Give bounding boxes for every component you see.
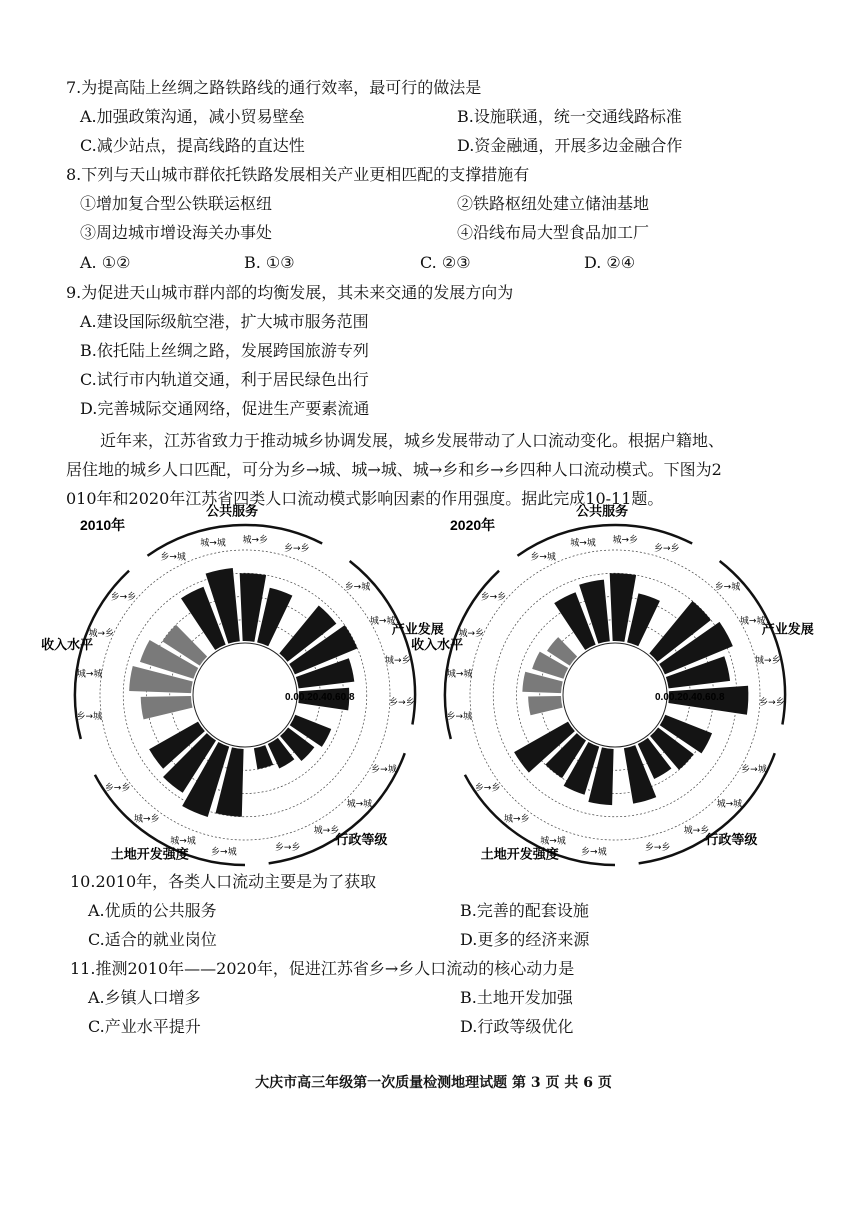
q8-item-2: ②铁路枢纽处建立储油基地 <box>457 194 650 213</box>
factor-label: 产业发展 <box>391 622 444 638</box>
q8-item-1: ①增加复合型公铁联运枢纽 <box>80 194 273 213</box>
q10-option-a: A.优质的公共服务 <box>88 901 217 920</box>
q8-item-4: ④沿线布局大型食品加工厂 <box>457 223 650 242</box>
inner-circle <box>563 643 667 747</box>
q8-option-b: B. ①③ <box>244 253 295 272</box>
q10-stem: 10.2010年，各类人口流动主要是为了获取 <box>70 872 377 891</box>
flow-label: 城→乡 <box>503 814 530 825</box>
flow-label: 城→城 <box>369 616 396 627</box>
flow-label: 乡→城 <box>160 552 186 563</box>
flow-label: 乡→乡 <box>389 698 415 709</box>
radial-chart-2010 <box>41 504 444 870</box>
flow-label: 城→乡 <box>755 656 781 667</box>
factor-label: 行政等级 <box>335 832 388 848</box>
flow-label: 乡→城 <box>741 765 767 776</box>
flow-label: 乡→城 <box>371 765 397 776</box>
flow-label: 乡→乡 <box>653 543 680 554</box>
q11-stem: 11.推测2010年——2020年，促进江苏省乡→乡人口流动的核心动力是 <box>70 959 575 978</box>
factor-label: 土地开发强度 <box>110 847 189 863</box>
flow-label: 城→城 <box>200 538 226 549</box>
q7-option-d: D.资金融通，开展多边金融合作 <box>457 136 683 155</box>
flow-label: 乡→乡 <box>274 843 301 854</box>
flow-label: 乡→城 <box>581 847 607 858</box>
flow-label: 乡→城 <box>714 582 741 593</box>
factor-label: 行政等级 <box>705 832 758 848</box>
q7-option-b: B.设施联通，统一交通线路标准 <box>457 107 682 126</box>
chart-year-label: 2010年 <box>80 517 126 533</box>
intro-line-1: 近年来，江苏省致力于推动城乡协调发展，城乡发展带动了人口流动变化。根据户籍地、 <box>100 431 725 450</box>
flow-label: 城→城 <box>346 799 373 810</box>
factor-label: 土地开发强度 <box>480 847 559 863</box>
chart-bar <box>257 588 292 647</box>
q8-option-a: A. ①② <box>80 253 131 272</box>
flow-label: 城→乡 <box>683 826 710 837</box>
flow-label: 城→城 <box>76 669 103 680</box>
flow-label: 乡→城 <box>530 552 556 563</box>
flow-label: 乡→乡 <box>474 783 501 794</box>
flow-label: 城→乡 <box>385 656 411 667</box>
q7-option-a: A.加强政策沟通，减小贸易壁垒 <box>80 107 305 126</box>
chart-bar <box>627 593 660 646</box>
q10-option-d: D.更多的经济来源 <box>460 930 590 949</box>
q7-option-c: C.减少站点，提高线路的直达性 <box>80 136 305 155</box>
q9-option-d: D.完善城际交通网络，促进生产要素流通 <box>80 399 370 418</box>
chart-bar <box>141 696 193 719</box>
flow-label: 乡→乡 <box>110 592 137 603</box>
flow-label: 城→乡 <box>242 535 269 546</box>
flow-label: 城→乡 <box>612 535 639 546</box>
factor-label: 公共服务 <box>206 504 259 520</box>
flow-label: 城→城 <box>170 836 196 847</box>
factor-label: 收入水平 <box>411 638 464 654</box>
flow-label: 乡→城 <box>76 711 103 722</box>
flow-label: 乡→乡 <box>104 783 131 794</box>
flow-label: 乡→乡 <box>759 698 785 709</box>
scale-label: 0.00.20.40.60.8 <box>655 692 725 703</box>
flow-label: 城→城 <box>446 669 473 680</box>
chart-bar <box>528 696 562 715</box>
flow-label: 乡→城 <box>344 582 371 593</box>
q11-option-b: B.土地开发加强 <box>460 988 573 1007</box>
flow-label: 城→城 <box>570 538 596 549</box>
inner-circle <box>193 643 297 747</box>
q9-option-b: B.依托陆上丝绸之路，发展跨国旅游专列 <box>80 341 369 360</box>
q9-option-c: C.试行市内轨道交通，利于居民绿色出行 <box>80 370 369 389</box>
q11-option-a: A.乡镇人口增多 <box>88 988 201 1007</box>
flow-label: 城→乡 <box>458 628 485 639</box>
q8-option-d: D. ②④ <box>584 253 636 272</box>
flow-label: 城→乡 <box>88 628 115 639</box>
q8-option-c: C. ②③ <box>420 253 471 272</box>
q9-stem: 9.为促进天山城市群内部的均衡发展，其未来交通的发展方向为 <box>66 283 514 302</box>
q7-stem: 7.为提高陆上丝绸之路铁路线的通行效率，最可行的做法是 <box>66 78 482 97</box>
q8-stem: 8.下列与天山城市群依托铁路发展相关产业更相匹配的支撑措施有 <box>66 165 530 184</box>
factor-label: 收入水平 <box>41 638 94 654</box>
factor-label: 产业发展 <box>761 622 814 638</box>
intro-line-3: 010年和2020年江苏省四类人口流动模式影响因素的作用强度。据此完成10-11题。 <box>66 489 664 508</box>
q8-item-3: ③周边城市增设海关办事处 <box>80 223 273 242</box>
q10-option-c: C.适合的就业岗位 <box>88 930 217 949</box>
scale-label: 0.00.20.40.60.8 <box>285 692 355 703</box>
flow-label: 乡→乡 <box>644 843 671 854</box>
flow-label: 城→乡 <box>133 814 160 825</box>
flow-label: 乡→城 <box>446 711 473 722</box>
flow-label: 城→城 <box>540 836 566 847</box>
q10-option-b: B.完善的配套设施 <box>460 901 589 920</box>
page-footer: 大庆市高三年级第一次质量检测地理试题 第 3 页 共 6 页 <box>255 1075 612 1091</box>
q11-option-d: D.行政等级优化 <box>460 1017 574 1036</box>
q11-option-c: C.产业水平提升 <box>88 1017 201 1036</box>
flow-label: 城→城 <box>716 799 743 810</box>
factor-label: 公共服务 <box>576 504 629 520</box>
flow-label: 乡→城 <box>211 847 237 858</box>
chart-year-label: 2020年 <box>450 517 496 533</box>
radial-chart-2020 <box>411 504 814 870</box>
flow-label: 城→乡 <box>313 826 340 837</box>
flow-label: 城→城 <box>739 616 766 627</box>
q9-option-a: A.建设国际级航空港，扩大城市服务范围 <box>80 312 369 331</box>
flow-label: 乡→乡 <box>283 543 310 554</box>
flow-label: 乡→乡 <box>480 592 507 603</box>
intro-line-2: 居住地的城乡人口匹配，可分为乡→城、城→城、城→乡和乡→乡四种人口流动模式。下图为2 <box>66 460 722 479</box>
